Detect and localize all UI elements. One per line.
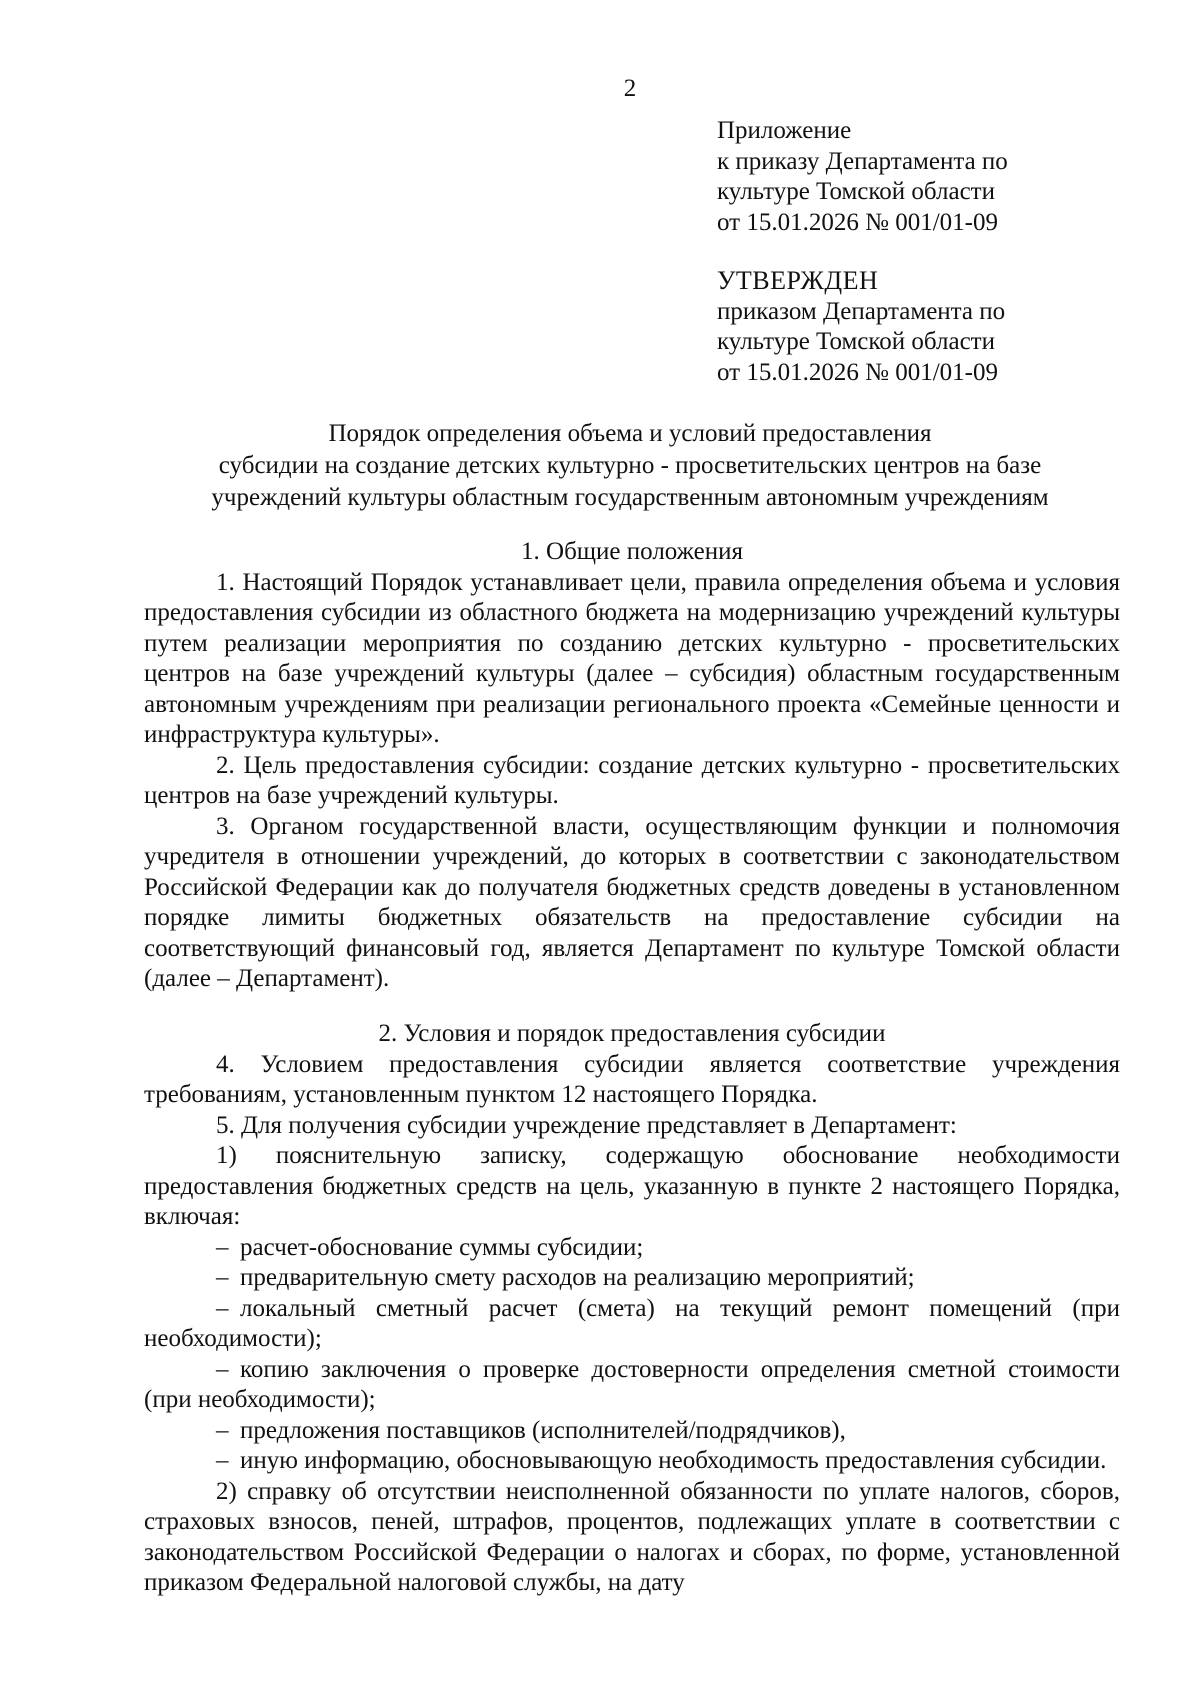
dash-item-text: предложения поставщиков (исполнителей/подрядчиков), bbox=[240, 1416, 846, 1444]
dash-marker: – bbox=[216, 1294, 229, 1322]
title-line: субсидии на создание детских культурно - просветительских центров на базе bbox=[218, 452, 1042, 479]
dash-marker: – bbox=[216, 1416, 229, 1444]
dash-list-item bbox=[144, 1294, 1120, 1355]
paragraph-4: 4. Условием предоставления субсидии является соответствие учреждения требованиям, установленным пунктом 12 настоящего Порядка. bbox=[144, 1050, 1120, 1108]
dash-list-item bbox=[144, 1355, 1120, 1416]
paragraph-2: 2. Цель предоставления субсидии: создание детских культурно - просветительских центров на базе учреждений культуры. bbox=[144, 751, 1120, 809]
dash-item-text: локальный сметный расчет (смета) на текущий ремонт помещений (при необходимости); bbox=[144, 1294, 1120, 1352]
section-heading: 1. Общие положения bbox=[521, 538, 743, 565]
section-2 bbox=[144, 1019, 1120, 1599]
section-heading: 2. Условия и порядок предоставления субсидии bbox=[378, 1020, 886, 1047]
dash-marker: – bbox=[216, 1233, 229, 1261]
dash-list-item bbox=[144, 1263, 1120, 1294]
approved-block bbox=[717, 266, 1157, 388]
section-1 bbox=[144, 537, 1120, 995]
appendix-line: от 15.01.2026 № 001/01-09 bbox=[717, 208, 998, 236]
list-item-2: 2) справку об отсутствии неисполненной обязанности по уплате налогов, сборов, страховых взносов, пеней, штрафов, процентов, подлежащих уплате в соответствии с законодательством Российской Федерации о налогах и сборах, по форме, установленной приказом Федеральной налоговой службы, на дату bbox=[144, 1477, 1120, 1596]
paragraph-5: 5. Для получения субсидии учреждение представляет в Департамент: bbox=[216, 1111, 957, 1139]
appendix-block bbox=[717, 116, 1157, 238]
appendix-line: культуре Томской области bbox=[717, 178, 995, 205]
approved-line: приказом Департамента по bbox=[717, 297, 1006, 325]
approved-line: культуре Томской области bbox=[717, 328, 995, 355]
dash-item-text: предварительную смету расходов на реализацию мероприятий; bbox=[240, 1264, 915, 1291]
dash-list-item bbox=[144, 1233, 1120, 1264]
approved-line: от 15.01.2026 № 001/01-09 bbox=[717, 358, 998, 386]
title-line: учреждений культуры областным государственным автономным учреждениям bbox=[211, 484, 1049, 511]
list-item-1: 1) пояснительную записку, содержащую обоснование необходимости предоставления бюджетных средств на цель, указанную в пункте 2 настоящего Порядка, включая: bbox=[144, 1142, 1120, 1230]
paragraph-3: 3. Органом государственной власти, осуществляющим функции и полномочия учредителя в отношении учреждений, до которых в соответствии с законодательством Российской Федерации как до получателя бюджетных средств доведены в установленном порядке лимиты бюджетных обязательств на предоставление субсидии на соответствующий финансовый год, является Департамент по культуре Томской области (далее – Департамент). bbox=[144, 812, 1120, 992]
dash-list-item bbox=[144, 1416, 1120, 1447]
dash-marker: – bbox=[216, 1447, 229, 1474]
dash-marker: – bbox=[216, 1355, 229, 1383]
page-number: 2 bbox=[623, 75, 637, 102]
dash-marker: – bbox=[216, 1264, 229, 1291]
dash-item-text: иную информацию, обосновывающую необходимость предоставления субсидии. bbox=[240, 1447, 1107, 1474]
dash-item-text: копию заключения о проверке достоверности определения сметной стоимости (при необходимости); bbox=[144, 1355, 1120, 1413]
appendix-line: к приказу Департамента по bbox=[717, 147, 1008, 175]
title-line: Порядок определения объема и условий предоставления bbox=[328, 420, 932, 447]
document-title bbox=[140, 418, 1120, 514]
dash-list-item bbox=[144, 1446, 1120, 1477]
approved-heading: УТВЕРЖДЕН bbox=[717, 266, 879, 295]
appendix-line: Приложение bbox=[717, 117, 852, 144]
dash-item-text: расчет-обоснование суммы субсидии; bbox=[240, 1233, 644, 1261]
paragraph-1: 1. Настоящий Порядок устанавливает цели, правила определения объема и условия предоставления субсидии из областного бюджета на модернизацию учреждений культуры путем реализации мероприятия по созданию детских культурно - просветительских центров на базе учреждений культуры (далее – субсидия) областным государственным автономным учреждениям при реализации регионального проекта «Семейные ценности и инфраструктура культуры». bbox=[144, 568, 1120, 748]
